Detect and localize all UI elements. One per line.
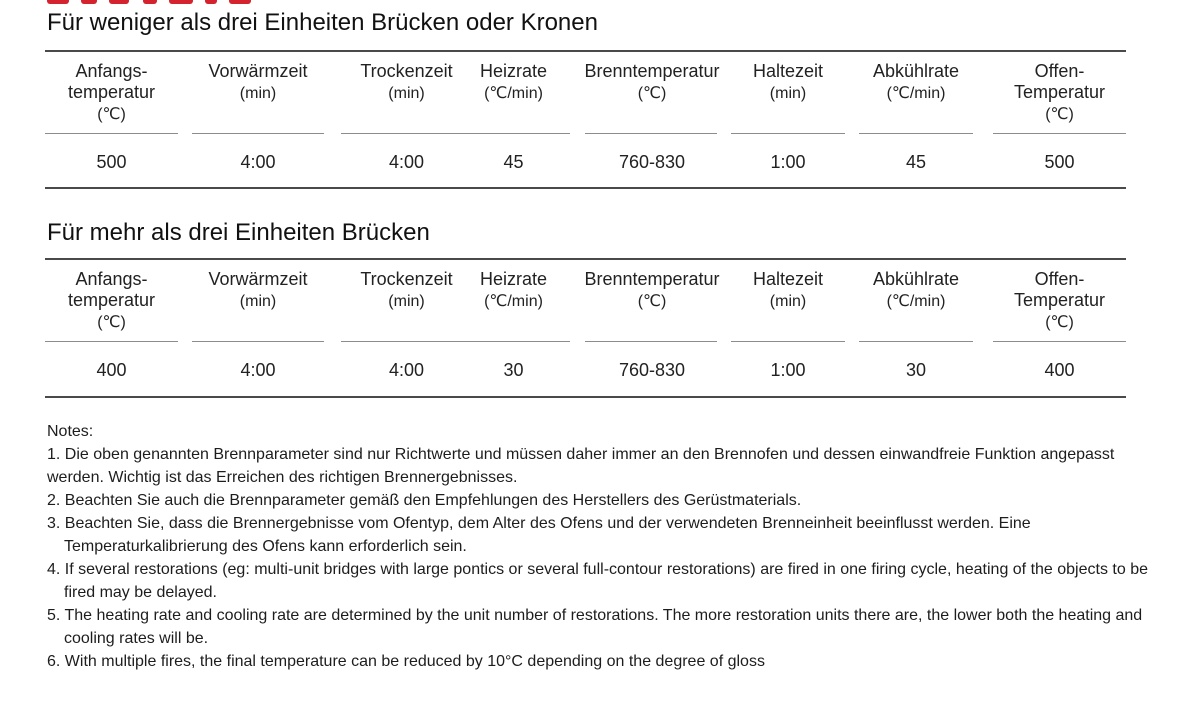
column-divider xyxy=(457,341,570,342)
column-divider xyxy=(585,341,717,342)
column-unit: (min) xyxy=(769,293,807,310)
note-item: 1. Die oben genannten Brennparameter sind nur Richtwerte und müssen daher immer an den Brennofen und dessen einwandfreie Funktion angepasst werden. Wichtig ist das Erreichen des richtigen Brennergebnisses. xyxy=(47,446,1115,486)
column-header: Heizrate xyxy=(479,61,548,81)
column-header: Haltezeit xyxy=(752,269,824,289)
column-unit: (min) xyxy=(239,85,277,102)
column-header: Offen- Temperatur xyxy=(1013,61,1106,102)
column-divider xyxy=(731,341,845,342)
table-cell: 400 xyxy=(96,360,127,380)
column-unit: (℃/min) xyxy=(886,85,946,102)
column-unit: (℃) xyxy=(637,293,667,310)
table-cell: 500 xyxy=(1044,152,1075,172)
table-cell: 1:00 xyxy=(770,152,806,172)
table-top-rule xyxy=(45,50,1126,52)
column-divider xyxy=(731,133,845,134)
table-cell: 45 xyxy=(905,152,927,172)
table-2-title: Für mehr als drei Einheiten Brücken xyxy=(47,219,430,246)
table-cell: 45 xyxy=(503,152,524,172)
column-header: Vorwärmzeit xyxy=(208,269,308,289)
table-cell: 4:00 xyxy=(240,360,276,380)
column-divider xyxy=(859,133,973,134)
note-item: 4. If several restorations (eg: multi-unit bridges with large pontics or several full-contour restorations) are fired in one firing cycle, heating of the objects to be fired may be delayed. xyxy=(47,561,1148,601)
column-unit: (min) xyxy=(388,293,425,310)
note-item: 2. Beachten Sie auch die Brennparameter gemäß den Empfehlungen des Herstellers des Gerüstmaterials. xyxy=(47,492,802,509)
table-cell: 30 xyxy=(905,360,927,380)
column-header: Trockenzeit xyxy=(360,269,453,289)
column-unit: (℃) xyxy=(637,85,667,102)
column-unit: (min) xyxy=(388,85,425,102)
table-cell: 4:00 xyxy=(240,152,276,172)
table-cell: 4:00 xyxy=(388,360,425,380)
table-bottom-rule xyxy=(45,187,1126,189)
table-cell: 760-830 xyxy=(618,152,686,172)
column-unit: (℃) xyxy=(97,106,126,123)
column-divider xyxy=(457,133,570,134)
firing-table-1 xyxy=(45,50,1126,190)
notes-section xyxy=(47,420,1157,673)
column-header: Anfangs- temperatur xyxy=(67,61,156,102)
table-1-title: Für weniger als drei Einheiten Brücken oder Kronen xyxy=(47,9,598,36)
column-header: Trockenzeit xyxy=(360,61,453,81)
column-header: Anfangs- temperatur xyxy=(67,269,156,310)
column-unit: (℃) xyxy=(1045,314,1074,331)
cropped-heading-accent xyxy=(47,0,257,5)
column-unit: (℃/min) xyxy=(484,293,543,310)
firing-table-2 xyxy=(45,258,1126,400)
column-header: Abkühlrate xyxy=(872,269,960,289)
column-header: Brenntemperatur xyxy=(584,61,720,81)
column-divider xyxy=(993,341,1126,342)
column-unit: (min) xyxy=(239,293,277,310)
column-header: Haltezeit xyxy=(752,61,824,81)
note-item: 5. The heating rate and cooling rate are determined by the unit number of restorations. The more restoration units there are, the lower both the heating and cooling rates will be. xyxy=(47,607,1143,647)
table-cell: 760-830 xyxy=(618,360,686,380)
column-divider xyxy=(45,341,178,342)
column-divider xyxy=(192,341,324,342)
column-divider xyxy=(859,341,973,342)
table-cell: 1:00 xyxy=(770,360,806,380)
column-divider xyxy=(341,133,472,134)
column-unit: (℃/min) xyxy=(484,85,543,102)
column-divider xyxy=(585,133,717,134)
table-cell: 400 xyxy=(1044,360,1075,380)
column-unit: (℃) xyxy=(1045,106,1074,123)
column-unit: (℃) xyxy=(97,314,126,331)
table-cell: 4:00 xyxy=(388,152,425,172)
column-unit: (min) xyxy=(769,85,807,102)
column-divider xyxy=(45,133,178,134)
note-item: 6. With multiple fires, the final temperature can be reduced by 10°C depending on the degree of gloss xyxy=(47,653,765,670)
table-bottom-rule xyxy=(45,396,1126,398)
table-top-rule xyxy=(45,258,1126,260)
column-header: Brenntemperatur xyxy=(584,269,720,289)
column-header: Offen- Temperatur xyxy=(1013,269,1106,310)
column-header: Heizrate xyxy=(479,269,548,289)
column-divider xyxy=(993,133,1126,134)
table-cell: 30 xyxy=(503,360,524,380)
notes-heading: Notes: xyxy=(47,423,94,440)
column-header: Vorwärmzeit xyxy=(208,61,308,81)
column-divider xyxy=(341,341,472,342)
column-unit: (℃/min) xyxy=(886,293,946,310)
column-divider xyxy=(192,133,324,134)
note-item: 3. Beachten Sie, dass die Brennergebnisse vom Ofentyp, dem Alter des Ofens und der verwendeten Brenneinheit beeinflusst werden. Eine Temperaturkalibrierung des Ofens kann erforderlich sein. xyxy=(47,515,1031,555)
table-cell: 500 xyxy=(96,152,127,172)
column-header: Abkühlrate xyxy=(872,61,960,81)
